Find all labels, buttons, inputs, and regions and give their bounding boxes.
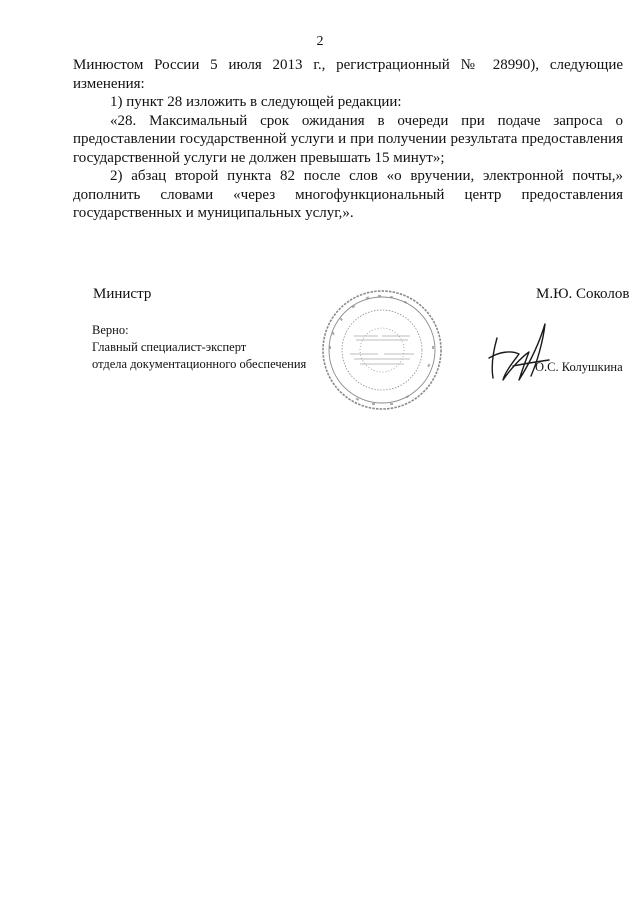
certification-line-position: Главный специалист-эксперт xyxy=(92,340,247,354)
certifier-name: О.С. Колушкина xyxy=(535,360,623,374)
certification-line-verno: Верно: xyxy=(92,323,129,337)
certification-block xyxy=(92,322,306,373)
paragraph-2: 1) пункт 28 изложить в следующей редакции: xyxy=(110,94,402,110)
document-body xyxy=(73,56,623,223)
handwritten-signature-icon xyxy=(483,318,555,388)
signatory-title: Министр xyxy=(93,286,152,302)
signatory-name: М.Ю. Соколов xyxy=(536,286,630,302)
paragraph-1: Минюстом России 5 июля 2013 г., регистрационный № 28990), следующие изменения: xyxy=(73,57,623,92)
paragraph-3: «28. Максимальный срок ожидания в очереди при подаче запроса о предоставлении государственной услуги и при получении результата предоставления государственной услуги не должен превышать 15 минут»; xyxy=(73,112,623,166)
paragraph-4: 2) абзац второй пункта 82 после слов «о вручении, электронной почты,» дополнить словами «через многофункциональный центр предоставления государственных и муниципальных услуг,». xyxy=(73,168,623,221)
page-number: 2 xyxy=(316,34,324,49)
certification-line-department: отдела документационного обеспечения xyxy=(92,357,307,371)
official-seal-icon xyxy=(320,288,444,412)
